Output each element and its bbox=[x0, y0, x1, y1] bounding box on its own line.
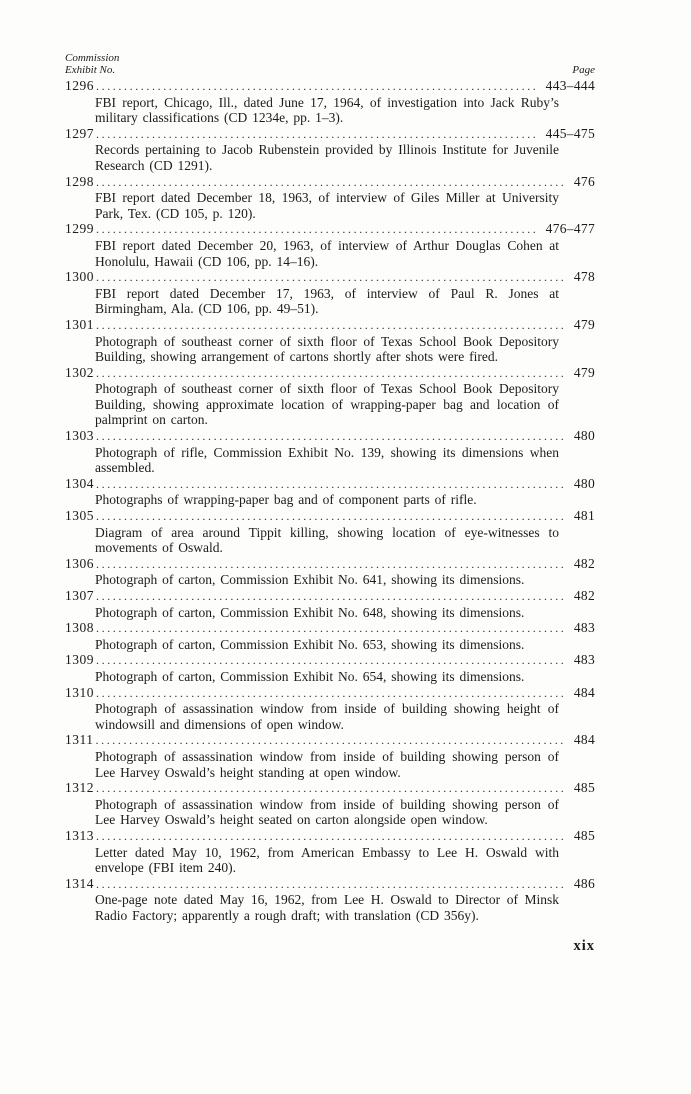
exhibit-number: 1311 bbox=[65, 732, 94, 748]
exhibit-entry-line bbox=[65, 476, 595, 493]
exhibit-entry bbox=[65, 269, 595, 317]
exhibit-page-ref: 485 bbox=[573, 780, 595, 796]
exhibit-description: Photograph of southeast corner of sixth floor of Texas School Book Depository Building, showing approximate location of wrapping-paper bag and location of palmprint on carton. bbox=[95, 381, 559, 428]
exhibit-description: FBI report, Chicago, Ill., dated June 17, 1964, of investigation into Jack Ruby’s military classifications (CD 1234e, pp. 1–3). bbox=[95, 94, 559, 126]
exhibit-list bbox=[65, 78, 595, 923]
exhibit-entry bbox=[65, 365, 595, 428]
exhibit-entry-line bbox=[65, 556, 595, 573]
dot-leader bbox=[96, 685, 566, 702]
exhibit-description: FBI report dated December 20, 1963, of interview of Arthur Douglas Cohen at Honolulu, Hawaii (CD 106, pp. 14–16). bbox=[95, 237, 559, 269]
dot-leader bbox=[96, 652, 566, 669]
exhibit-entry-line bbox=[65, 732, 595, 749]
exhibit-entry bbox=[65, 126, 595, 174]
dot-leader bbox=[96, 221, 538, 238]
exhibit-page-ref: 478 bbox=[573, 269, 595, 285]
exhibit-entry bbox=[65, 685, 595, 733]
exhibit-entry bbox=[65, 221, 595, 269]
dot-leader bbox=[96, 620, 566, 637]
exhibit-number: 1297 bbox=[65, 125, 94, 141]
header-page-column: Page bbox=[572, 64, 595, 76]
dot-leader bbox=[96, 556, 566, 573]
exhibit-number: 1312 bbox=[65, 780, 94, 796]
exhibit-page-ref: 484 bbox=[573, 732, 595, 748]
exhibit-number: 1304 bbox=[65, 475, 94, 491]
dot-leader bbox=[96, 174, 566, 191]
exhibit-entry-line bbox=[65, 508, 595, 525]
exhibit-entry bbox=[65, 620, 595, 652]
exhibit-page-ref: 482 bbox=[573, 555, 595, 571]
exhibit-entry-line bbox=[65, 652, 595, 669]
exhibit-description: Photograph of assassination window from inside of building showing person of Lee Harvey Oswald’s height seated on carton alongside open window. bbox=[95, 796, 559, 828]
dot-leader bbox=[96, 828, 566, 845]
exhibit-entry bbox=[65, 828, 595, 876]
exhibit-description: Photographs of wrapping-paper bag and of component parts of rifle. bbox=[95, 492, 477, 508]
exhibit-entry bbox=[65, 556, 595, 588]
exhibit-page-ref: 484 bbox=[573, 684, 595, 700]
exhibit-description: Photograph of southeast corner of sixth floor of Texas School Book Depository Building, showing arrangement of cartons shortly after shots were fired. bbox=[95, 333, 559, 365]
exhibit-number: 1309 bbox=[65, 652, 94, 668]
exhibit-page-ref: 480 bbox=[573, 428, 595, 444]
dot-leader bbox=[96, 428, 566, 445]
exhibit-entry-line bbox=[65, 588, 595, 605]
exhibit-page-ref: 476 bbox=[573, 173, 595, 189]
exhibit-entry-line bbox=[65, 780, 595, 797]
dot-leader bbox=[96, 780, 566, 797]
exhibit-page-ref: 479 bbox=[573, 316, 595, 332]
dot-leader bbox=[96, 876, 566, 893]
exhibit-page-ref: 483 bbox=[573, 620, 595, 636]
exhibit-entry bbox=[65, 588, 595, 620]
exhibit-number: 1307 bbox=[65, 588, 94, 603]
exhibit-entry bbox=[65, 317, 595, 365]
exhibit-page-ref: 443–444 bbox=[545, 78, 595, 93]
dot-leader bbox=[96, 476, 566, 493]
exhibit-number: 1301 bbox=[65, 316, 94, 332]
exhibit-description: FBI report dated December 18, 1963, of interview of Giles Miller at University Park, Tex. (CD 105, p. 120). bbox=[95, 190, 559, 221]
exhibit-entry bbox=[65, 876, 595, 924]
toc-header bbox=[65, 52, 595, 76]
exhibit-number: 1302 bbox=[65, 364, 94, 380]
exhibit-number: 1296 bbox=[65, 78, 94, 93]
exhibit-number: 1314 bbox=[65, 875, 94, 891]
exhibit-entry-line bbox=[65, 828, 595, 845]
exhibit-entry-line bbox=[65, 428, 595, 445]
exhibit-entry-line bbox=[65, 269, 595, 286]
exhibit-entry-line bbox=[65, 876, 595, 893]
exhibit-entry bbox=[65, 476, 595, 508]
exhibit-page-ref: 476–477 bbox=[545, 221, 595, 237]
exhibit-entry bbox=[65, 732, 595, 780]
exhibit-description: Letter dated May 10, 1962, from American Embassy to Lee H. Oswald with envelope (FBI item 240). bbox=[95, 844, 559, 876]
page-number: xix bbox=[573, 938, 595, 955]
exhibit-entry-line bbox=[65, 365, 595, 382]
exhibit-number: 1306 bbox=[65, 555, 94, 571]
exhibit-page-ref: 486 bbox=[573, 875, 595, 891]
exhibit-number: 1298 bbox=[65, 173, 94, 189]
exhibit-entry bbox=[65, 174, 595, 222]
exhibit-number: 1303 bbox=[65, 428, 94, 444]
exhibit-page-ref: 482 bbox=[573, 588, 595, 603]
exhibit-number: 1310 bbox=[65, 684, 94, 700]
exhibit-description: Photograph of assassination window from inside of building showing person of Lee Harvey Oswald’s height standing at open window. bbox=[95, 748, 559, 780]
header-exhibit-line2: Exhibit No. bbox=[65, 64, 116, 76]
exhibit-page-ref: 481 bbox=[573, 508, 595, 524]
dot-leader bbox=[96, 78, 538, 95]
exhibit-page-ref: 485 bbox=[573, 827, 595, 843]
exhibit-entry-line bbox=[65, 78, 595, 95]
dot-leader bbox=[96, 588, 566, 605]
exhibit-page-ref: 479 bbox=[573, 364, 595, 380]
exhibit-entry-line bbox=[65, 126, 595, 143]
exhibit-page-ref: 483 bbox=[573, 652, 595, 668]
dot-leader bbox=[96, 508, 566, 525]
exhibit-description: Records pertaining to Jacob Rubenstein provided by Illinois Institute for Juvenile Research (CD 1291). bbox=[95, 142, 559, 173]
dot-leader bbox=[96, 126, 538, 143]
exhibit-description: Photograph of carton, Commission Exhibit No. 648, showing its dimensions. bbox=[95, 604, 525, 620]
exhibit-entry-line bbox=[65, 174, 595, 191]
header-exhibit-column bbox=[65, 52, 119, 76]
exhibit-page-ref: 480 bbox=[573, 475, 595, 491]
dot-leader bbox=[96, 732, 566, 749]
dot-leader bbox=[96, 317, 566, 334]
exhibit-description: Photograph of carton, Commission Exhibit No. 641, showing its dimensions. bbox=[95, 572, 525, 588]
exhibit-number: 1308 bbox=[65, 620, 94, 636]
exhibit-description: Photograph of carton, Commission Exhibit No. 653, showing its dimensions. bbox=[95, 636, 525, 652]
exhibit-number: 1313 bbox=[65, 827, 94, 843]
exhibit-number: 1300 bbox=[65, 269, 94, 285]
exhibit-description: Photograph of carton, Commission Exhibit No. 654, showing its dimensions. bbox=[95, 668, 525, 684]
exhibit-number: 1305 bbox=[65, 508, 94, 524]
exhibit-entry-line bbox=[65, 317, 595, 334]
exhibit-entry-line bbox=[65, 685, 595, 702]
exhibit-description: Diagram of area around Tippit killing, showing location of eye-witnesses to movements of Oswald. bbox=[95, 524, 559, 556]
exhibit-description: Photograph of rifle, Commission Exhibit No. 139, showing its dimensions when assembled. bbox=[95, 444, 559, 476]
exhibit-entry bbox=[65, 508, 595, 556]
page-content bbox=[65, 52, 595, 955]
exhibit-entry bbox=[65, 428, 595, 476]
dot-leader bbox=[96, 365, 566, 382]
exhibit-description: One-page note dated May 16, 1962, from Lee H. Oswald to Director of Minsk Radio Factory; apparently a rough draft; with translation (CD 356y). bbox=[95, 892, 559, 923]
exhibit-entry bbox=[65, 652, 595, 684]
exhibit-entry-line bbox=[65, 221, 595, 238]
exhibit-description: FBI report dated December 17, 1963, of interview of Paul R. Jones at Birmingham, Ala. (CD 106, pp. 49–51). bbox=[95, 285, 559, 317]
exhibit-number: 1299 bbox=[65, 221, 94, 237]
dot-leader bbox=[96, 269, 566, 286]
exhibit-page-ref: 445–475 bbox=[545, 125, 595, 141]
exhibit-entry bbox=[65, 780, 595, 828]
exhibit-entry-line bbox=[65, 620, 595, 637]
exhibit-description: Photograph of assassination window from inside of building showing height of windowsill and dimensions of open window. bbox=[95, 701, 559, 732]
header-exhibit-line1: Commission bbox=[65, 52, 120, 64]
exhibit-entry bbox=[65, 78, 595, 126]
